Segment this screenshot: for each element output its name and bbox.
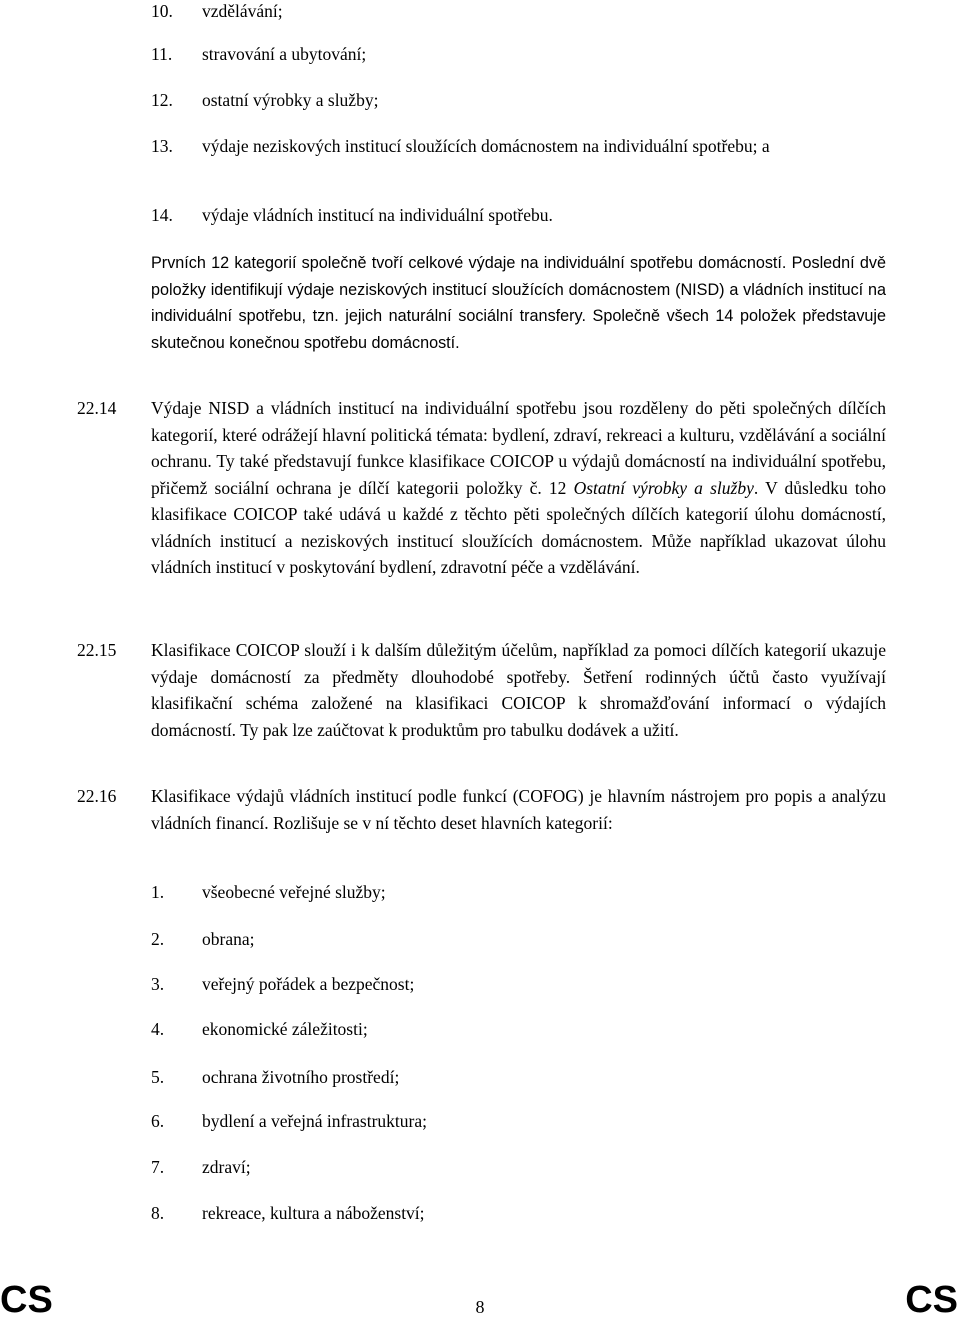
list-item-text: výdaje vládních institucí na individuální spotřebu. [202,205,553,225]
paragraph-22-14 [151,395,886,581]
list-item-text: výdaje neziskových institucí sloužících domácnostem na individuální spotřebu; a [202,136,770,156]
paragraph-sentence: Může například ukazovat úlohu vládních institucí v poskytování bydlení, zdravotní péče a vzdělávání. [151,530,886,577]
list-item-number: 3. [151,974,165,994]
intro-sentence: Prvních 12 kategorií společně tvoří celkové výdaje na individuální spotřebu domácností. [151,254,787,272]
list-item-text: všeobecné veřejné služby; [202,882,386,902]
list-item-text: veřejný pořádek a bezpečnost; [202,974,415,994]
cofog-list-item [151,1064,891,1091]
list-item [151,202,891,229]
cofog-list-item [151,1016,891,1043]
paragraph-sentence: Ty pak lze zaúčtovat k produktům pro tabulku dodávek a užití. [240,719,679,740]
intro-sentence: Poslední dvě položky identifikují výdaje neziskových institucí sloužících domácnostem (NISD) a vládních institucí na individuální spotřebu, tzn. jejich naturální sociální transfery. [151,254,886,325]
cofog-list-item [151,1108,891,1135]
list-item-number: 12. [151,90,173,110]
list-item-text: ostatní výrobky a služby; [202,90,379,110]
list-item-text: obrana; [202,929,255,949]
paragraph-number: 22.14 [77,398,117,418]
list-item-number: 13. [151,136,173,156]
cofog-list-item [151,926,891,953]
list-item-text: ochrana životního prostředí; [202,1067,400,1087]
intro-paragraph [151,250,886,356]
list-item [151,133,911,160]
list-item-text: vzdělávání; [202,1,283,21]
cofog-list-item [151,879,891,906]
paragraph-22-15 [151,637,886,743]
paragraph-sentence: V důsledku toho klasifikace COICOP také udává u každé z těchto pěti společných dílčích kategorií úlohu domácností, vládních institucí a neziskových institucí sloužících domácnostem. [151,477,887,551]
paragraph-number: 22.15 [77,640,117,660]
page-number: 8 [475,1297,485,1317]
list-item-number: 8. [151,1203,165,1223]
paragraph-22-16 [151,783,886,836]
paragraph-sentence: Ty také představují funkce klasifikace COICOP u výdajů domácností na individuální spotřebu, přičemž sociální ochrana je dílčí kategorii položky č. 12 [151,451,887,498]
list-item-number: 7. [151,1157,165,1177]
paragraph-sentence: Klasifikace COICOP slouží i k dalším důležitým účelům, například za pomoci dílčích kategorií ukazuje výdaje domácností za předměty dlouhodobé spotřeby. [151,640,886,687]
cofog-list-item [151,1154,891,1181]
punctuation: . [753,477,759,498]
footer-language-code-right: CS [905,1279,958,1321]
paragraph-sentence: Klasifikace výdajů vládních institucí podle funkcí (COFOG) je hlavním nástrojem pro popis a analýzu vládních financí. [151,786,886,833]
paragraph-sentence: Šetření rodinných účtů často využívají klasifikační schéma založené na klasifikaci COICOP k shromažďování informací o výdajích domácností. [151,666,887,740]
list-item-text: stravování a ubytování; [202,44,367,64]
list-item-number: 5. [151,1067,165,1087]
cofog-list-item [151,1200,891,1227]
list-item-text: rekreace, kultura a náboženství; [202,1203,425,1223]
footer-language-code-left: CS [0,1279,53,1321]
list-item-number: 4. [151,1019,165,1039]
italic-term: Ostatní výrobky a služby [573,477,754,498]
intro-sentence: Společně všech 14 položek představuje skutečnou konečnou spotřebu domácností. [151,307,887,352]
paragraph-number: 22.16 [77,786,117,806]
list-item-number: 1. [151,882,165,902]
paragraph-sentence: Rozlišuje se v ní těchto deset hlavních kategorií: [272,812,613,833]
list-item [151,87,891,114]
list-item-text: bydlení a veřejná infrastruktura; [202,1111,427,1131]
list-item-number: 14. [151,205,173,225]
list-item-number: 10. [151,1,173,21]
list-item-number: 2. [151,929,165,949]
list-item-text: zdraví; [202,1157,251,1177]
list-item [151,0,891,25]
list-item-number: 6. [151,1111,165,1131]
list-item-number: 11. [151,44,173,64]
paragraph-sentence: Výdaje NISD a vládních institucí na individuální spotřebu jsou rozděleny do pěti společných dílčích kategorií, které odrážejí hlavní politická témata: bydlení, zdraví, rekreaci a kulturu, vzdělávání a sociální ochranu. [151,398,886,471]
cofog-list-item [151,971,891,998]
list-item-text: ekonomické záležitosti; [202,1019,368,1039]
list-item [151,41,891,68]
